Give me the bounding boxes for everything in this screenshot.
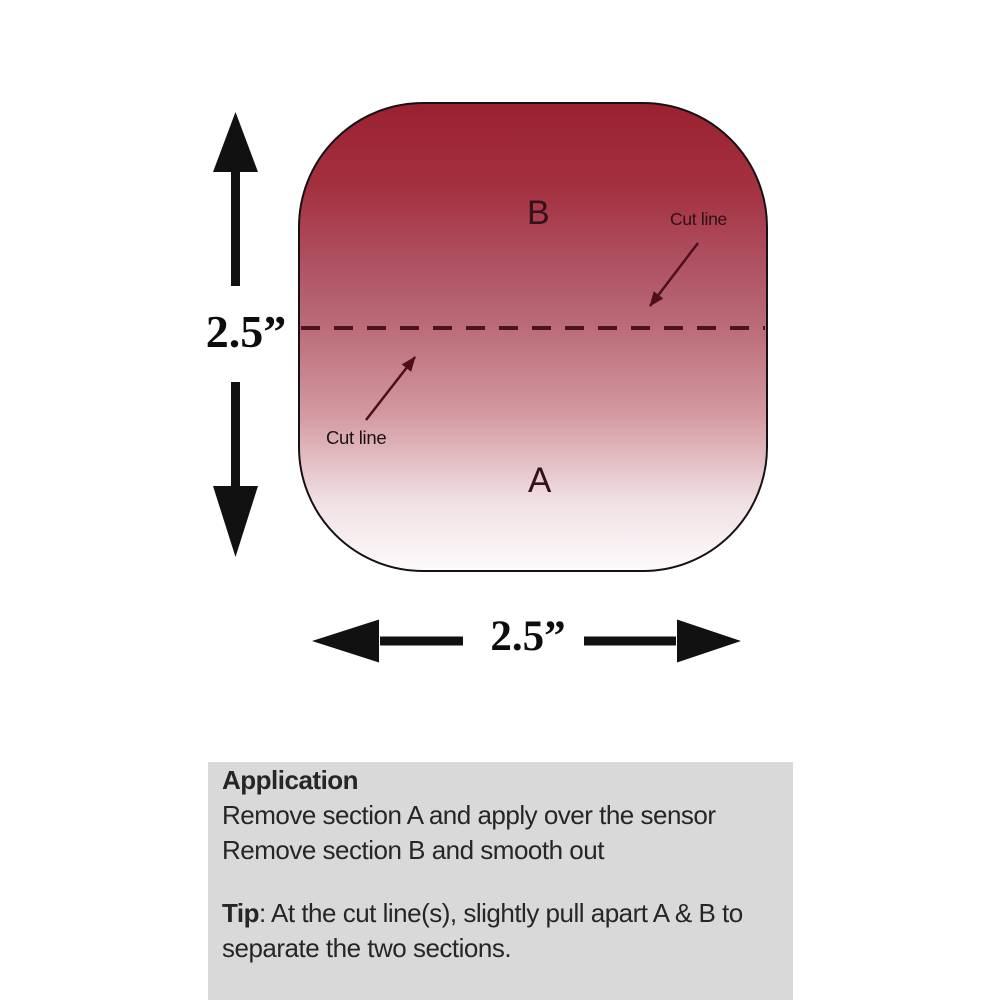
tip-text: : At the cut line(s), slightly pull apart A & B to: [259, 898, 743, 928]
cut-line-dashed: [301, 326, 765, 330]
patch-shape: [298, 102, 768, 572]
cut-line-label-top: Cut line: [670, 209, 727, 229]
width-dimension-label: 2.5”: [490, 613, 566, 660]
height-arrow-up: [213, 112, 258, 286]
cut-line-label-bottom: Cut line: [326, 427, 387, 448]
tip-line-2: separate the two sections.: [222, 933, 512, 963]
panel-title: Application: [222, 765, 359, 795]
tip-line-1: [222, 896, 787, 931]
instruction-panel: [208, 762, 793, 1000]
height-arrow-down: [213, 382, 258, 557]
instruction-line-1: Remove section A and apply over the sensor: [222, 800, 716, 830]
instruction-line-2: Remove section B and smooth out: [222, 835, 604, 865]
width-arrow-left: [312, 620, 463, 663]
height-dimension-label: 2.5”: [205, 306, 287, 357]
section-b-label: B: [527, 194, 550, 232]
section-a-label: A: [528, 461, 552, 500]
width-arrow-right: [584, 620, 741, 663]
tip-label: Tip: [222, 898, 260, 928]
